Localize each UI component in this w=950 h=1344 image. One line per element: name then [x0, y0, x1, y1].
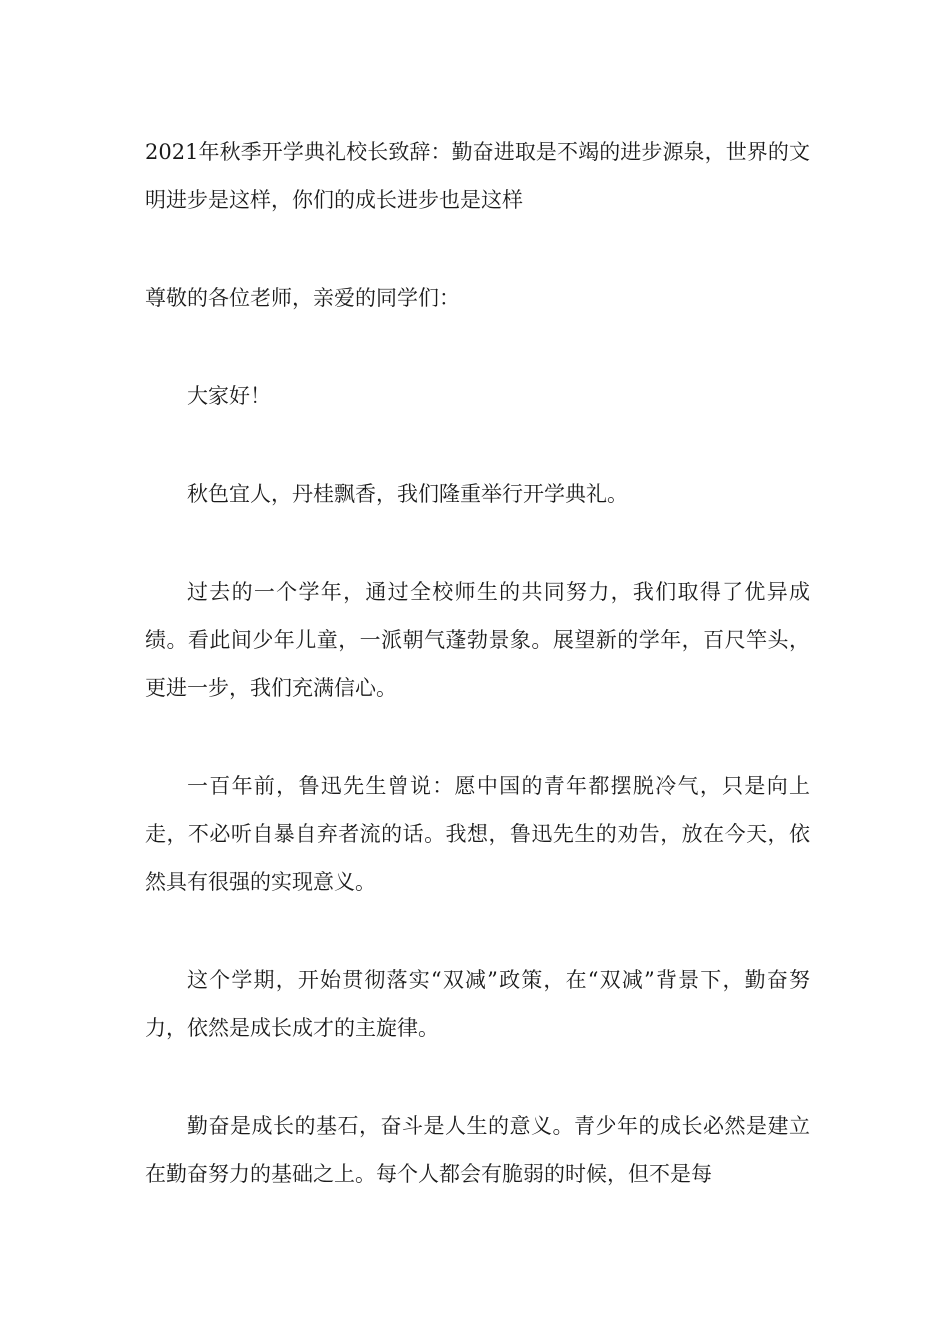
paragraph-spacer — [145, 518, 810, 568]
document-title: 2021年秋季开学典礼校长致辞：勤奋进取是不竭的进步源泉，世界的文明进步是这样，你们的成长进步也是这样 — [145, 140, 810, 212]
paragraph: 勤奋是成长的基石，奋斗是人生的意义。青少年的成长必然是建立在勤奋努力的基础之上。每个人都会有脆弱的时候，但不是每 — [145, 1114, 810, 1186]
paragraph: 秋色宜人，丹桂飘香，我们隆重举行开学典礼。 — [187, 482, 628, 506]
paragraph: 这个学期，开始贯彻落实“双减”政策，在“双减”背景下，勤奋努力，依然是成长成才的主旋律。 — [145, 968, 810, 1040]
paragraph-spacer — [145, 322, 810, 372]
paragraph-spacer — [145, 420, 810, 470]
paragraph-spacer — [145, 224, 810, 274]
paragraph: 一百年前，鲁迅先生曾说：愿中国的青年都摆脱冷气，只是向上走，不必听自暴自弃者流的话。我想，鲁迅先生的劝告，放在今天，依然具有很强的实现意义。 — [145, 774, 810, 894]
paragraph-spacer — [145, 712, 810, 762]
paragraph: 过去的一个学年，通过全校师生的共同努力，我们取得了优异成绩。看此间少年儿童，一派朝气蓬勃景象。展望新的学年，百尺竿头，更进一步，我们充满信心。 — [145, 580, 810, 700]
paragraph-spacer — [145, 906, 810, 956]
document-body — [145, 128, 810, 1198]
paragraph-greeting: 大家好！ — [187, 384, 271, 408]
paragraph-spacer — [145, 1052, 810, 1102]
salutation: 尊敬的各位老师，亲爱的同学们： — [145, 286, 460, 310]
